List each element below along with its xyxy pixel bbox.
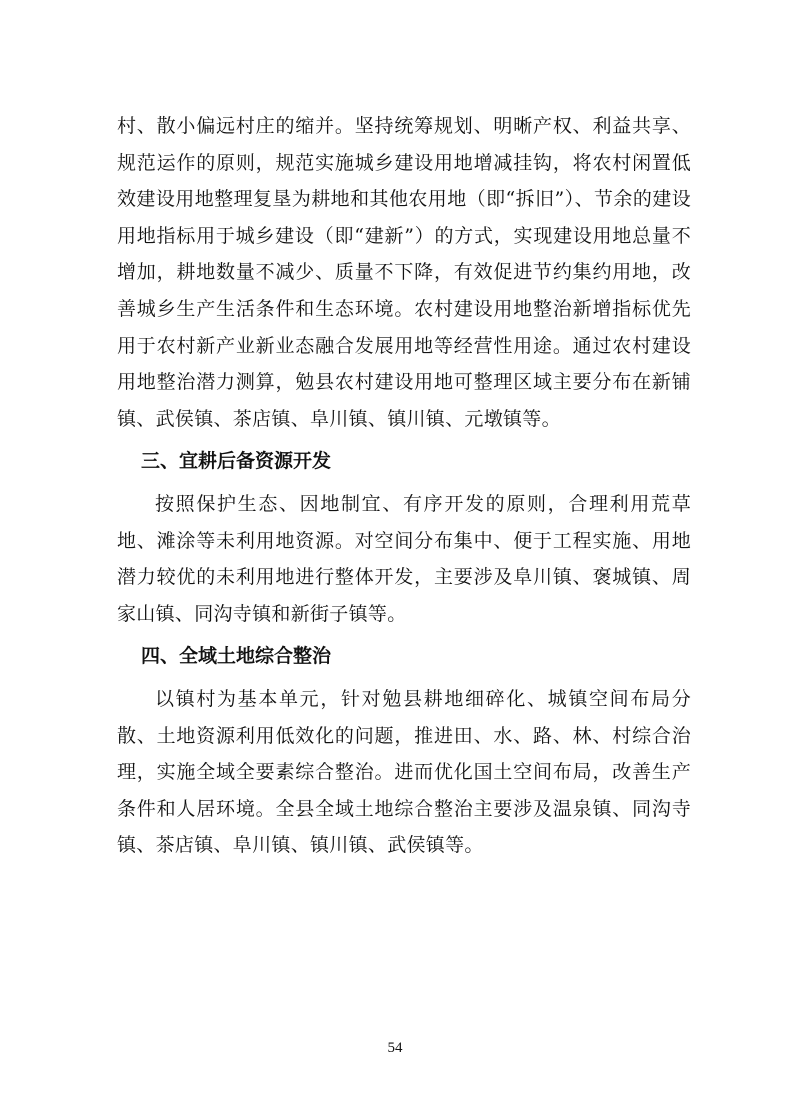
- body-paragraph-reserve-development: 按照保护生态、因地制宜、有序开发的原则，合理利用荒草地、滩涂等未利用地资源。对空间分布集中、便于工程实施、用地潜力较优的未利用地进行整体开发，主要涉及阜川镇、褒城镇、周家山镇、同沟寺镇和新街子镇等。: [117, 492, 691, 625]
- body-paragraph-comprehensive-remediation: 以镇村为基本单元，针对勉县耕地细碎化、城镇空间布局分散、土地资源利用低效化的问题，推进田、水、路、林、村综合治理，实施全域全要素综合整治。进而优化国土空间布局，改善生产条件和人居环境。全县全域土地综合整治主要涉及温泉镇、同沟寺镇、茶店镇、阜川镇、镇川镇、武侯镇等。: [117, 687, 691, 857]
- body-paragraph-continuation: 村、散小偏远村庄的缩并。坚持统筹规划、明晰产权、利益共享、规范运作的原则，规范实施城乡建设用地增减挂钩，将农村闲置低效建设用地整理复垦为耕地和其他农用地（即“拆旧”）、节余的建设用地指标用于城乡建设（即“建新”）的方式，实现建设用地总量不增加，耕地数量不减少、质量不下降，有效促进节约集约用地，改善城乡生产生活条件和生态环境。农村建设用地整治新增指标优先用于农村新产业新业态融合发展用地等经营性用途。通过农村建设用地整治潜力测算，勉县农村建设用地可整理区域主要分布在新铺镇、武侯镇、茶店镇、阜川镇、镇川镇、元墩镇等。: [117, 115, 691, 430]
- page-number: 54: [387, 1040, 403, 1056]
- document-body: [117, 108, 691, 864]
- section-heading-4: 四、全域土地综合整治: [141, 645, 332, 668]
- section-heading-3: 三、宜耕后备资源开发: [141, 450, 332, 473]
